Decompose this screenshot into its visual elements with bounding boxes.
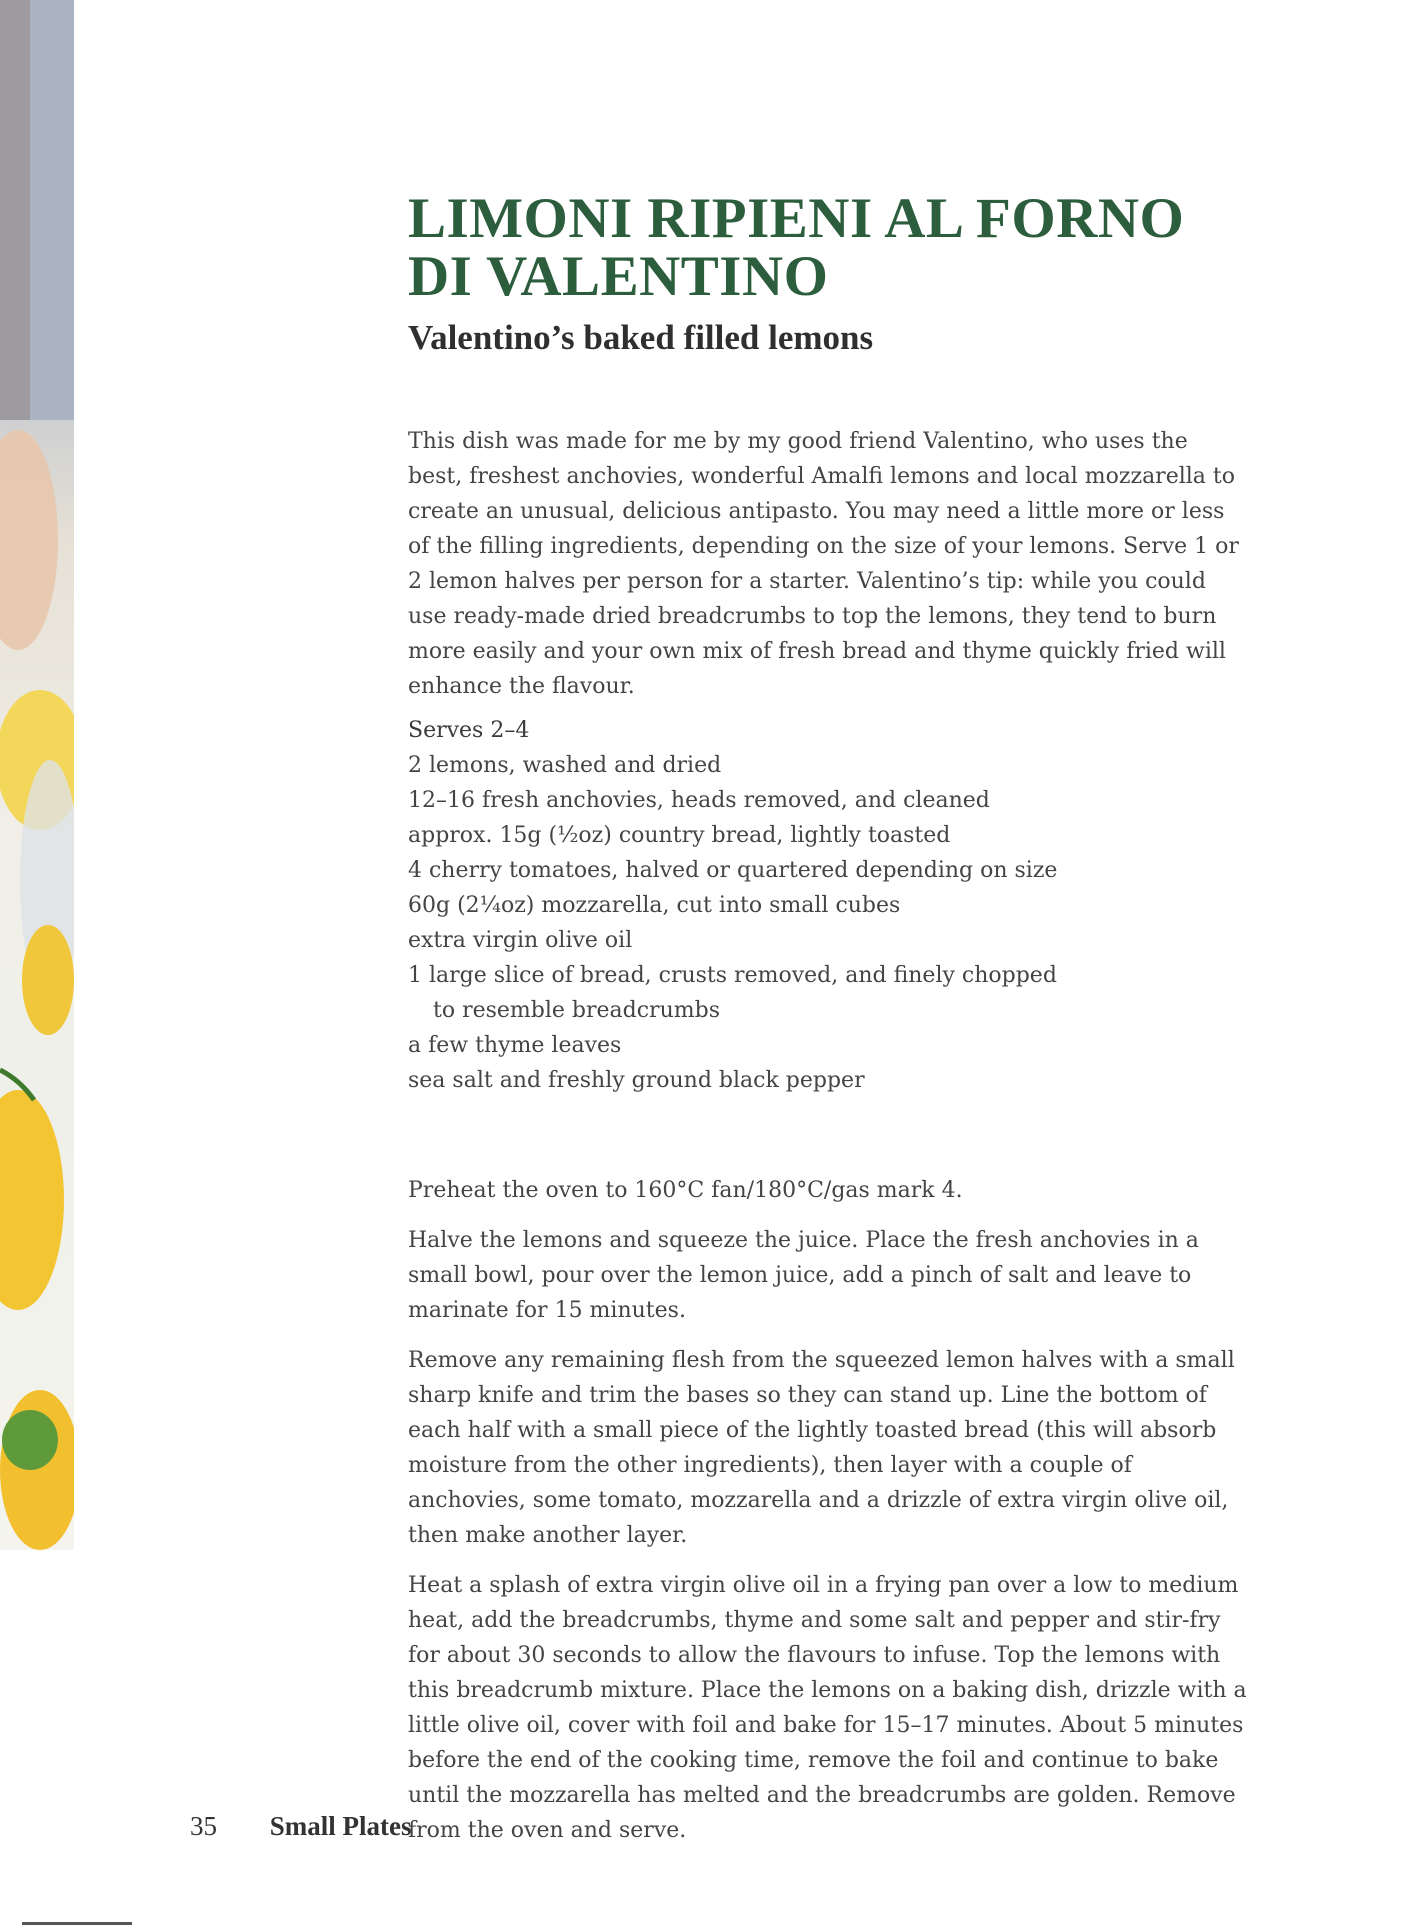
method-step: Halve the lemons and squeeze the juice. Place the fresh anchovies in a small bowl, pour over the lemon juice, add a pinch of salt and leave to marinate for 15 minutes. — [408, 1228, 1199, 1323]
ingredient-item: a few thyme leaves — [408, 1033, 622, 1058]
page-number: 35 — [190, 1811, 217, 1841]
page-footer — [190, 1811, 412, 1842]
ingredient-item: 60g (2¼oz) mozzarella, cut into small cubes — [408, 893, 901, 918]
divider — [22, 1922, 132, 1925]
section-name: Small Plates — [269, 1811, 412, 1841]
ingredient-item: sea salt and freshly ground black pepper — [408, 1068, 865, 1093]
recipe-title — [408, 187, 1185, 308]
ingredient-item: 12–16 fresh anchovies, heads removed, and cleaned — [408, 788, 990, 813]
food-photo-edge — [0, 0, 74, 1550]
ingredient-item: extra virgin olive oil — [408, 928, 633, 953]
ingredient-item: 2 lemons, washed and dried — [408, 753, 722, 778]
method-step: Remove any remaining flesh from the squeezed lemon halves with a small sharp knife and trim the bases so they can stand up. Line the bottom of each half with a small piece of the lightly toasted bread (this will absorb moisture from the other ingredients), then layer with a couple of anchovies, some tomato, mozzarella and a drizzle of extra virgin olive oil, then make another layer. — [408, 1348, 1235, 1548]
method-step: Heat a splash of extra virgin olive oil in a frying pan over a low to medium heat, add the breadcrumbs, thyme and some salt and pepper and stir-fry for about 30 seconds to allow the flavours to infuse. Top the lemons with this breadcrumb mixture. Place the lemons on a baking dish, drizzle with a little olive oil, cover with foil and bake for 15–17 minutes. About 5 minutes before the end of the cooking time, remove the foil and continue to bake until the mozzarella has melted and the breadcrumbs are golden. Remove from the oven and serve. — [408, 1573, 1247, 1843]
ingredient-item: approx. 15g (½oz) country bread, lightly toasted — [408, 823, 951, 848]
ingredients-list — [408, 713, 1248, 1098]
serves-count: Serves 2–4 — [408, 718, 530, 743]
ingredient-item: 4 cherry tomatoes, halved or quartered depending on size — [408, 858, 1058, 883]
ingredient-item-continuation: to resemble breadcrumbs — [433, 998, 720, 1023]
lemon-photo-illustration — [0, 0, 74, 1550]
recipe-title-line-2: DI VALENTINO — [408, 245, 829, 308]
ingredient-item: 1 large slice of bread, crusts removed, and finely chopped — [408, 963, 1057, 988]
recipe-title-line-1: LIMONI RIPIENI AL FORNO — [408, 187, 1185, 250]
recipe-intro: This dish was made for me by my good friend Valentino, who uses the best, freshest anchovies, wonderful Amalfi lemons and local mozzarella to create an unusual, delicious antipasto. You may need a little more or less of the filling ingredients, depending on the size of your lemons. Serve 1 or 2 lemon halves per person for a starter. Valentino’s tip: while you could use ready-made dried breadcrumbs to top the lemons, they tend to burn more easily and your own mix of fresh bread and thyme quickly fried will enhance the flavour. — [408, 429, 1239, 699]
method-section — [408, 1173, 1253, 1863]
recipe-subtitle: Valentino’s baked filled lemons — [408, 318, 874, 357]
method-step: Preheat the oven to 160°C fan/180°C/gas mark 4. — [408, 1178, 963, 1203]
